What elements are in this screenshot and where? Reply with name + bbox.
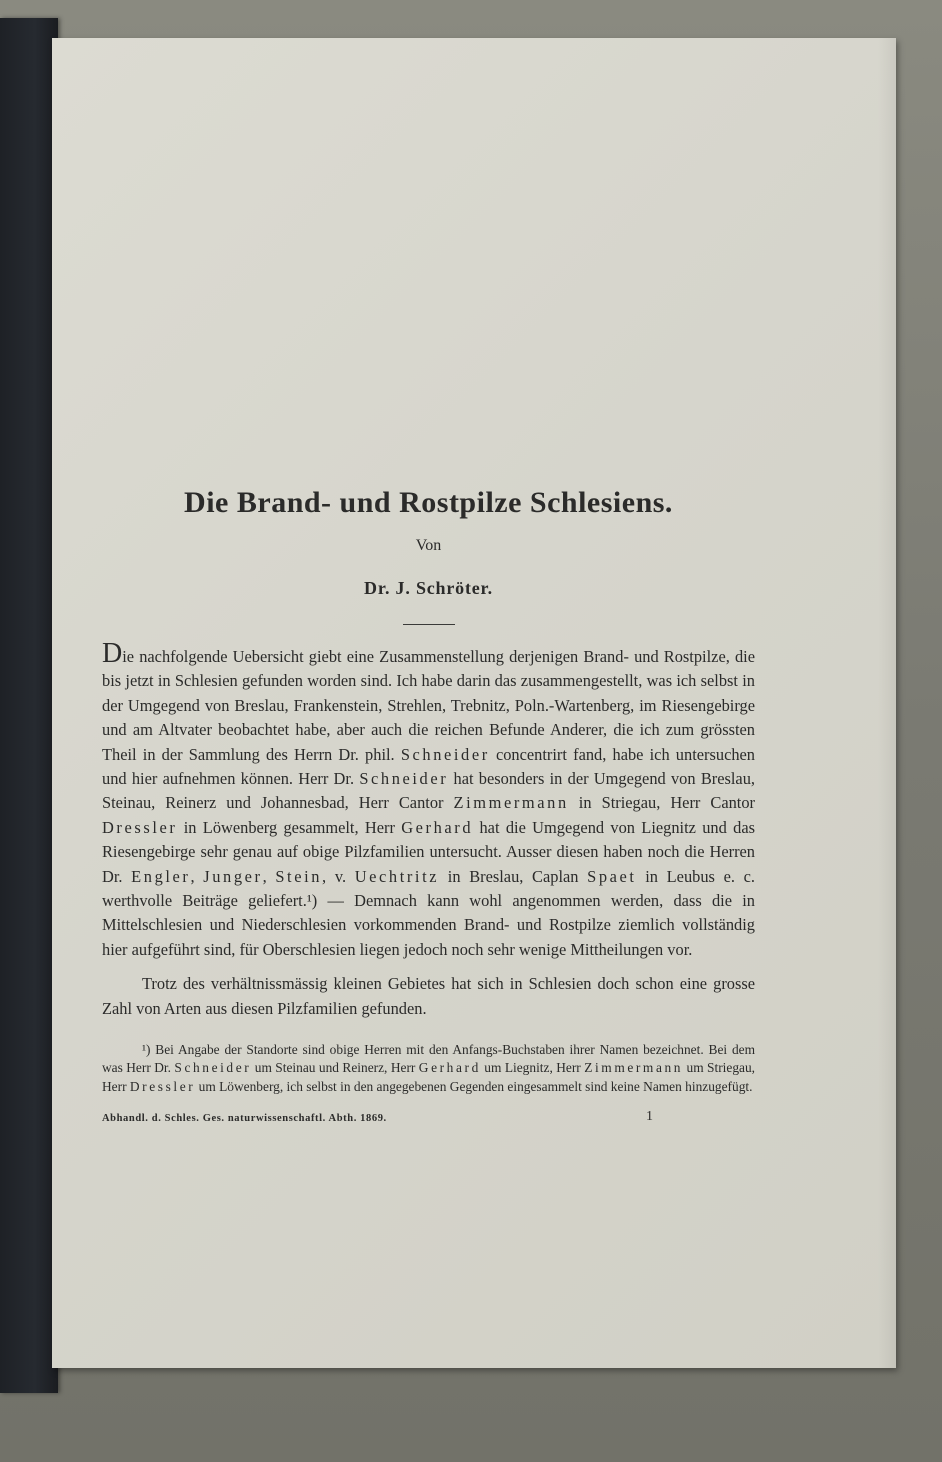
person-name: Spaet xyxy=(587,866,637,886)
text-run: hat besonders in der Umgegend von Breslau, Steinau, Reinerz und Johannesbad, Herr Cantor xyxy=(102,769,755,813)
body-paragraph-1 xyxy=(102,638,756,962)
text-run: um Liegnitz, Herr xyxy=(480,1060,585,1076)
person-name: Schneider xyxy=(174,1060,252,1076)
text-run: in Striegau, Herr Cantor xyxy=(568,793,756,813)
text-run: , v. xyxy=(322,866,355,886)
drop-cap: D xyxy=(102,638,123,669)
article-title: Die Brand- und Rostpilze Schlesiens. xyxy=(184,486,673,519)
text-run: ie nachfolgende Uebersicht giebt eine Zusammenstellung derjenigen Brand- und Rostpilze, die bis jetzt in Schlesien gefunden worden sind. Ich habe darin das zusammengestellt, was ich selbst in der Umgegend von Breslau, Frankenstein, Strehlen, Trebnitz, Poln.-Wartenberg, im Riesengebirge und am Altvater beobachtet habe, aber auch die reichen Befunde Anderer, die ich zum grössten Theil in der Sammlung des Herrn Dr. phil. xyxy=(102,647,755,764)
text-run: hat die Umgegend von Liegnitz und das Riesengebirge sehr genau auf obige Pilzfamilien untersucht. Ausser diesen haben noch die Herren Dr. xyxy=(102,817,755,886)
text-run: , xyxy=(190,866,204,886)
author-name: Dr. J. Schröter. xyxy=(364,578,493,598)
page-content xyxy=(102,478,755,1131)
body-paragraph-2: Trotz des verhältnissmässig kleinen Gebietes hat sich in Schlesien doch schon eine grosse Zahl von Arten aus diesen Pilzfamilien gefunden. xyxy=(102,974,755,1018)
page-number: 1 xyxy=(646,1109,654,1125)
person-name: Stein xyxy=(275,866,323,886)
text-run: in Breslau, Caplan xyxy=(439,866,588,886)
person-name: Uechtritz xyxy=(354,866,440,886)
text-run: um Löwenberg, ich selbst in den angegebenen Gegenden eingesammelt sind keine Namen hinzugefügt. xyxy=(195,1078,753,1094)
text-run: concentrirt fand, habe ich untersuchen und hier aufnehmen können. Herr Dr. xyxy=(102,744,756,789)
text-run: , xyxy=(262,866,276,886)
person-name: Gerhard xyxy=(418,1060,481,1076)
footnote xyxy=(102,1041,755,1096)
person-name: Zimmermann xyxy=(584,1060,684,1076)
person-name: Schneider xyxy=(359,769,449,789)
document-page xyxy=(52,38,896,1368)
text-run: in Löwenberg gesammelt, Herr xyxy=(177,817,402,837)
person-name: Schneider xyxy=(400,744,490,764)
person-name: Zimmermann xyxy=(453,793,569,813)
person-name: Dressler xyxy=(129,1078,196,1094)
book-binding-spine xyxy=(0,18,58,1393)
page-edge-shadow xyxy=(878,38,896,1368)
person-name: Dressler xyxy=(102,817,178,837)
title-divider-rule xyxy=(403,624,455,625)
person-name: Engler xyxy=(131,866,191,886)
text-run: um Striegau, Herr xyxy=(102,1060,756,1094)
text-run: in Leubus e. c. werthvolle Beiträge geliefert.¹) — Demnach kann wohl angenommen werden, dass die in Mittelschlesien und Niederschlesien vorkommenden Brand- und Rostpilze ziemlich vollständig hier aufgeführt sind, für Oberschlesien liegen jedoch noch sehr wenige Mittheilungen vor. xyxy=(102,866,755,959)
text-run: um Steinau und Reinerz, Herr xyxy=(251,1060,419,1076)
person-name: Junger xyxy=(203,866,263,886)
page-footer xyxy=(102,1109,755,1131)
byline-von: Von xyxy=(415,537,442,554)
text-run: ¹) Bei Angabe der Standorte sind obige Herren mit den Anfangs-Buchstaben ihrer Namen bezeichnet. Bei dem was Herr Dr. xyxy=(102,1042,755,1076)
person-name: Gerhard xyxy=(401,817,474,837)
journal-citation: Abhandl. d. Schles. Ges. naturwissenschaftl. Abth. 1869. xyxy=(102,1113,387,1125)
